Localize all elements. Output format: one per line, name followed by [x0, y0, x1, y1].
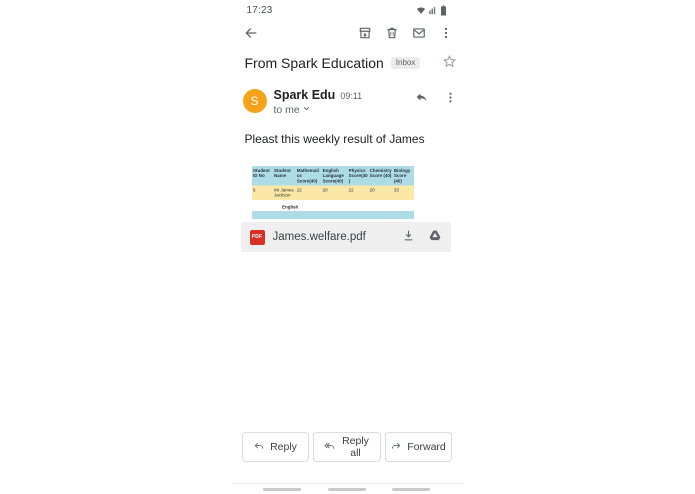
- nav-dash: [392, 488, 430, 491]
- toolbar: [233, 22, 463, 46]
- status-bar: [233, 0, 463, 20]
- status-icons: [416, 5, 447, 16]
- more-vert-icon: [439, 26, 453, 43]
- save-to-drive-button[interactable]: [428, 229, 442, 245]
- subject-title: From Spark Education: [244, 55, 384, 71]
- overflow-menu-button[interactable]: [439, 26, 453, 43]
- reply-all-icon: [323, 441, 336, 454]
- sender-name: Spark Edu: [273, 88, 336, 102]
- download-icon: [402, 229, 415, 245]
- archive-button[interactable]: [358, 26, 372, 43]
- google-drive-icon: [428, 229, 442, 245]
- preview-score-table: Student ID No Student Name Mathematics Score(40) English Language Score(40) Physics Score(40) Chemistry Score (40) Biology Score (40) 6 Mr James Jackson 22 20 22 20 33: [252, 166, 414, 200]
- reply-icon: [253, 441, 265, 454]
- envelope-icon: [412, 26, 426, 43]
- download-attachment-button[interactable]: [402, 229, 415, 245]
- forward-label: Forward: [407, 441, 446, 453]
- archive-icon: [358, 26, 372, 43]
- mark-unread-button[interactable]: [412, 26, 426, 43]
- delete-button[interactable]: [385, 26, 399, 43]
- reply-button-icon[interactable]: [414, 91, 429, 107]
- message-actions: [242, 432, 452, 462]
- more-vert-icon: [444, 91, 457, 107]
- bottom-dashes: [233, 488, 463, 491]
- star-icon: [442, 54, 457, 72]
- attachment-bar[interactable]: [241, 222, 451, 252]
- reply-label: Reply: [270, 441, 297, 453]
- signal-icon: [428, 6, 438, 15]
- attachment-card[interactable]: [241, 158, 451, 252]
- chevron-down-icon: [300, 104, 311, 116]
- reply-all-button[interactable]: [313, 432, 381, 462]
- sender-row: [243, 88, 457, 116]
- pdf-file-icon: PDF: [250, 230, 265, 245]
- back-button[interactable]: [243, 25, 259, 44]
- message-menu-button[interactable]: [444, 91, 457, 107]
- table-row: 6 Mr James Jackson 22 20 22 20 33: [252, 186, 414, 200]
- message-time: 09:11: [340, 91, 363, 101]
- preview-second-section: [252, 204, 414, 219]
- bottom-divider: [233, 483, 463, 484]
- nav-dash: [263, 488, 301, 491]
- back-arrow-icon: [243, 25, 259, 44]
- gmail-message-screen: [233, 0, 463, 494]
- reply-icon: [414, 91, 429, 107]
- inbox-label-chip: Inbox: [391, 57, 421, 69]
- reply-all-label: Reply all: [342, 435, 369, 459]
- forward-button[interactable]: [385, 432, 452, 462]
- attachment-preview[interactable]: [241, 158, 451, 222]
- trash-icon: [385, 26, 399, 43]
- status-time: 17:23: [246, 4, 273, 16]
- star-button[interactable]: [442, 54, 457, 72]
- reply-button[interactable]: [242, 432, 309, 462]
- sender-avatar[interactable]: S: [243, 89, 267, 113]
- wifi-icon: [416, 6, 426, 15]
- battery-icon: [440, 5, 447, 16]
- message-body: Pleast this weekly result of James: [244, 132, 425, 146]
- recipient-text: to me: [273, 104, 300, 116]
- section-label: English: [281, 204, 298, 210]
- section-header-band: [252, 211, 414, 219]
- subject-row: [245, 54, 457, 72]
- forward-icon: [390, 441, 402, 454]
- nav-dash: [328, 488, 366, 491]
- attachment-filename: James.welfare.pdf: [272, 231, 366, 243]
- recipient-toggle[interactable]: [274, 104, 363, 116]
